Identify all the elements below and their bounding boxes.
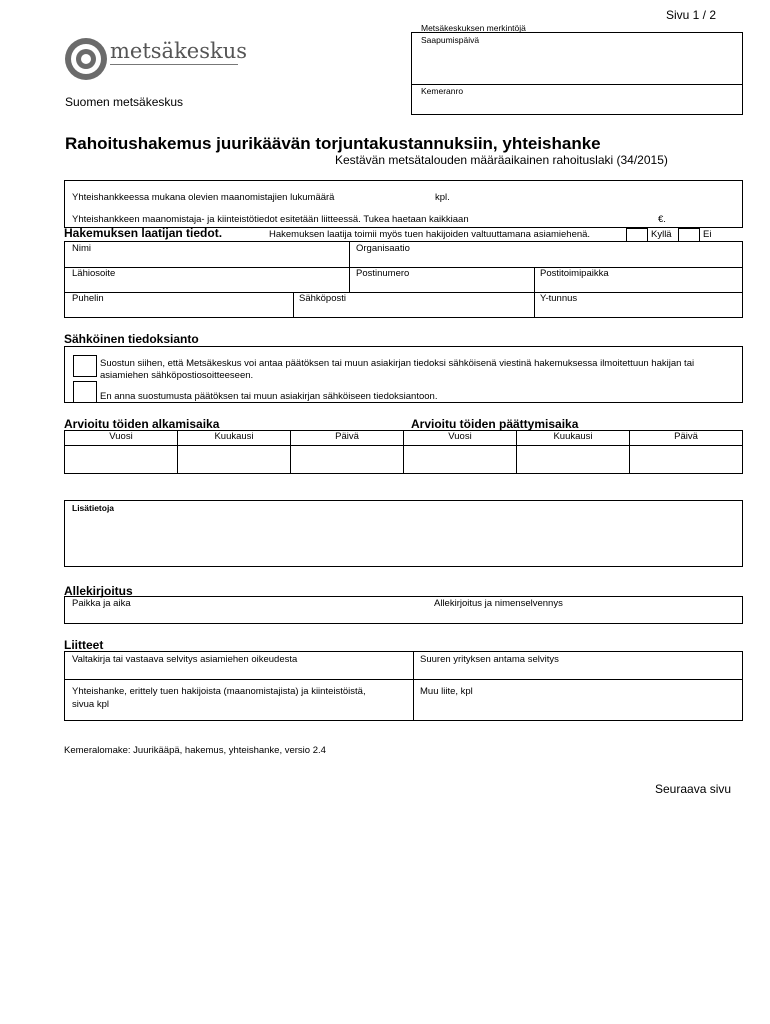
- organization-name: Suomen metsäkeskus: [65, 95, 184, 109]
- applicant-name-field[interactable]: Nimi: [72, 243, 91, 254]
- form-version: Kemeralomake: Juurikääpä, hakemus, yhteishanke, versio 2.4: [64, 745, 326, 756]
- start-year-field[interactable]: [65, 446, 177, 473]
- signature-table: [64, 596, 743, 624]
- representative-yes-label: Kyllä: [651, 229, 672, 240]
- consent-text: Suostun siihen, että Metsäkeskus voi antaa päätöksen tai muun asiakirjan tiedoksi sähköisenä viestinä hakemuksessa ilmoitettuun hakijan tai asiamiehen sähköpostiosoitteeseen.: [100, 358, 695, 381]
- owner-count-label: Yhteishankkeessa mukana olevien maanomistajien lukumäärä: [72, 192, 335, 203]
- decline-checkbox[interactable]: [73, 381, 97, 403]
- end-heading: Arvioitu töiden päättymisaika: [411, 417, 579, 431]
- applicant-address-field[interactable]: Lähiosoite: [72, 268, 116, 279]
- representative-yes-checkbox[interactable]: [626, 228, 648, 242]
- start-day-header: Päivä: [335, 431, 359, 442]
- start-year-header: Vuosi: [109, 431, 133, 442]
- attachment-joint-project-pages: sivua kpl: [72, 699, 109, 710]
- archive-number-label: Kemeranro: [421, 86, 464, 96]
- support-amount-unit: €.: [658, 214, 666, 225]
- attachment-power-of-attorney[interactable]: Valtakirja tai vastaava selvitys asiamiehen oikeudesta: [72, 654, 298, 665]
- page-number: Sivu 1 / 2: [666, 8, 717, 22]
- electronic-heading: Sähköinen tiedoksianto: [64, 332, 199, 346]
- end-day-field[interactable]: [630, 446, 742, 473]
- end-month-header: Kuukausi: [553, 431, 593, 442]
- end-month-field[interactable]: [517, 446, 629, 473]
- form-title: Rahoitushakemus juurikäävän torjuntakustannuksiin, yhteishanke: [65, 134, 601, 153]
- end-year-header: Vuosi: [448, 431, 472, 442]
- applicant-business-id-field[interactable]: Y-tunnus: [540, 293, 578, 304]
- office-use-title: Metsäkeskuksen merkintöjä: [421, 23, 526, 33]
- next-page-link[interactable]: Seuraava sivu: [655, 782, 732, 796]
- signature-heading: Allekirjoitus: [64, 584, 133, 598]
- attachment-joint-project[interactable]: Yhteishanke, erittely tuen hakijoista (maanomistajista) ja kiinteistöistä,: [72, 686, 366, 697]
- applicant-email-field[interactable]: Sähköposti: [299, 293, 347, 304]
- applicant-postal-code-field[interactable]: Postinumero: [356, 268, 410, 279]
- representative-no-checkbox[interactable]: [678, 228, 700, 242]
- place-date-field[interactable]: Paikka ja aika: [72, 598, 131, 609]
- start-month-header: Kuukausi: [214, 431, 254, 442]
- logo: [64, 37, 248, 81]
- representative-no-label: Ei: [703, 229, 712, 240]
- attachments-table: [64, 651, 743, 721]
- metsakeskus-logo-icon: [64, 37, 108, 81]
- applicant-organization-field[interactable]: Organisaatio: [356, 243, 410, 254]
- representative-question: Hakemuksen laatija toimii myös tuen hakijoiden valtuuttamana asiamiehenä.: [269, 229, 591, 240]
- project-info-box: [64, 180, 743, 228]
- form-subtitle: Kestävän metsätalouden määräaikainen rahoituslaki (34/2015): [335, 153, 668, 167]
- end-year-field[interactable]: [404, 446, 516, 473]
- applicant-phone-field[interactable]: Puhelin: [72, 293, 104, 304]
- attachment-other[interactable]: Muu liite, kpl: [420, 686, 473, 697]
- electronic-box: [64, 346, 743, 403]
- attachment-large-company[interactable]: Suuren yrityksen antama selvitys: [420, 654, 559, 665]
- decline-text: En anna suostumusta päätöksen tai muun asiakirjan sähköiseen tiedoksiantoon.: [100, 391, 438, 402]
- support-amount-label: Yhteishankkeen maanomistaja- ja kiinteistötiedot esitetään liitteessä. Tukea haetaan kaikkiaan: [72, 214, 469, 225]
- attachments-heading: Liitteet: [64, 638, 104, 652]
- start-day-field[interactable]: [291, 446, 403, 473]
- signature-field[interactable]: Allekirjoitus ja nimenselvennys: [434, 598, 563, 609]
- end-day-header: Päivä: [674, 431, 698, 442]
- applicant-table: [64, 241, 743, 318]
- start-heading: Arvioitu töiden alkamisaika: [64, 417, 220, 431]
- consent-checkbox[interactable]: [73, 355, 97, 377]
- office-use-box: [411, 32, 743, 115]
- additional-info-field[interactable]: [64, 500, 743, 567]
- applicant-post-office-field[interactable]: Postitoimipaikka: [540, 268, 609, 279]
- additional-info-label: Lisätietoja: [72, 503, 115, 513]
- logo-wordmark: metsäkeskus: [110, 39, 248, 63]
- schedule-table: [64, 430, 743, 474]
- applicant-heading: Hakemuksen laatijan tiedot.: [64, 226, 223, 240]
- start-month-field[interactable]: [178, 446, 290, 473]
- owner-count-unit: kpl.: [435, 192, 450, 203]
- received-date-label: Saapumispäivä: [421, 35, 480, 45]
